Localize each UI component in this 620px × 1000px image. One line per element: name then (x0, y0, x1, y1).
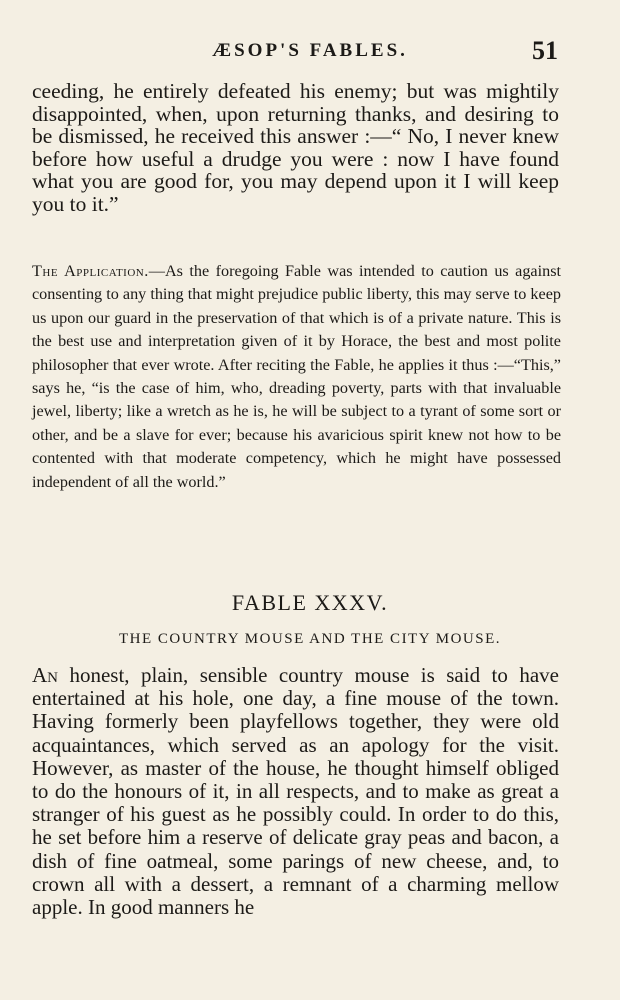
fable-lead: An (32, 663, 58, 687)
fable-subtitle: THE COUNTRY MOUSE AND THE CITY MOUSE. (118, 631, 502, 647)
fable-text: honest, plain, sensible country mouse is said to have entertained at his hole, one day, a fine mouse of the town. Having formerly been playfellows together, they were old acquaintances, which served as an apology for the visit. However, as master of the house, he thought himself obliged to do the honours of it, in all respects, and to make as great a stranger of his guest as he possibly could. In order to do this, he set before him a reserve of delicate gray peas and bacon, a dish of fine oatmeal, some parings of new cheese, and, to crown all with a dessert, a remnant of a charming mellow apple. In good manners he (32, 663, 559, 920)
page-number: 51 (532, 36, 558, 65)
running-head: ÆSOP'S FABLES. (212, 40, 408, 61)
continuation-paragraph: ceeding, he entirely defeated his enemy; but was mightily disappointed, when, upon returning thanks, and desiring to be dismissed, he received this answer :—“ No, I never knew before how useful a drudge you were : now I have found what you are good for, you may depend upon it I will keep you to it.” (32, 79, 559, 216)
page-header (0, 38, 620, 68)
application-paragraph (32, 260, 561, 494)
application-text: —As the foregoing Fable was intended to caution us against consenting to any thing that might prejudice public liberty, this may serve to keep us upon our guard in the preservation of that which is of a private nature. This is the best use and interpretation given of it by Horace, the best and most polite philosopher that ever wrote. After reciting the Fable, he applies it thus :—“This,” says he, “is the case of him, who, dreading poverty, parts with that invaluable jewel, liberty; like a wretch as he is, he will be subject to a tyrant of some sort or other, and be a slave for ever; because his avaricious spirit knew not how to be contented with that moderate competency, which he might have possessed independent of all the world.” (32, 262, 562, 491)
fable-title: FABLE XXXV. (231, 590, 389, 615)
application-lead: The Application. (32, 262, 149, 280)
fable-paragraph (32, 664, 559, 919)
